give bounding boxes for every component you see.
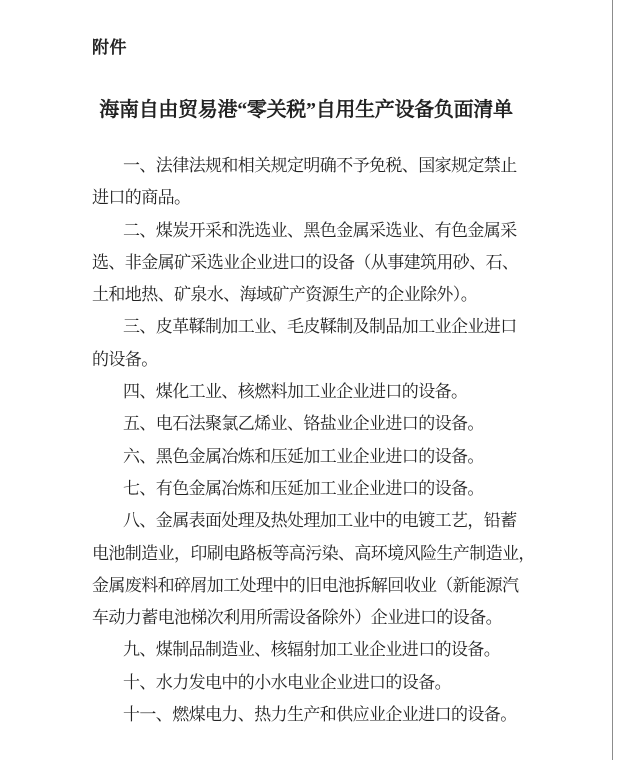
- document-line: 五、电石法聚氯乙烯业、铬盐业企业进口的设备。: [123, 414, 484, 434]
- document-line: 六、黑色金属冶炼和压延加工业企业进口的设备。: [123, 446, 484, 466]
- document-line: 二、煤炭开采和洗选业、黑色金属采选业、有色金属采: [123, 220, 517, 240]
- document-line: 九、煤制品制造业、核辐射加工业企业进口的设备。: [123, 640, 501, 660]
- document-line: 车动力蓄电池梯次利用所需设备除外）企业进口的设备。: [92, 608, 502, 628]
- document-title: 海南自由贸易港“零关税”自用生产设备负面清单: [99, 99, 513, 121]
- document-line: 金属废料和碎屑加工处理中的旧电池拆解回收业（新能源汽: [92, 575, 519, 595]
- document-body: [92, 150, 535, 731]
- document-line: 十一、燃煤电力、热力生产和供应业企业进口的设备。: [123, 705, 517, 725]
- document-line: 一、法律法规和相关规定明确不予免税、国家规定禁止: [123, 156, 517, 175]
- document-line: 三、皮革鞣制加工业、毛皮鞣制及制品加工业企业进口: [123, 317, 517, 337]
- document-line: 土和地热、矿泉水、海域矿产资源生产的企业除外）。: [92, 285, 478, 305]
- document-line: 进口的商品。: [92, 188, 191, 208]
- document-line: 七、有色金属冶炼和压延加工业企业进口的设备。: [123, 478, 484, 498]
- document-line: 的设备。: [92, 349, 158, 369]
- document-line: 八、金属表面处理及热处理加工业中的电镀工艺，铅蓄: [123, 511, 517, 531]
- page-edge-line: [612, 0, 613, 760]
- document-line: 选、非金属矿采选业企业进口的设备（从事建筑用砂、石、: [92, 252, 519, 272]
- document-line: 十、水力发电中的小水电业企业进口的设备。: [123, 672, 451, 692]
- document-line: 四、煤化工业、核燃料加工业企业进口的设备。: [123, 382, 468, 402]
- document-line: 电池制造业，印刷电路板等高污染、高环境风险生产制造业，: [92, 543, 535, 563]
- attachment-label: 附件: [92, 38, 127, 57]
